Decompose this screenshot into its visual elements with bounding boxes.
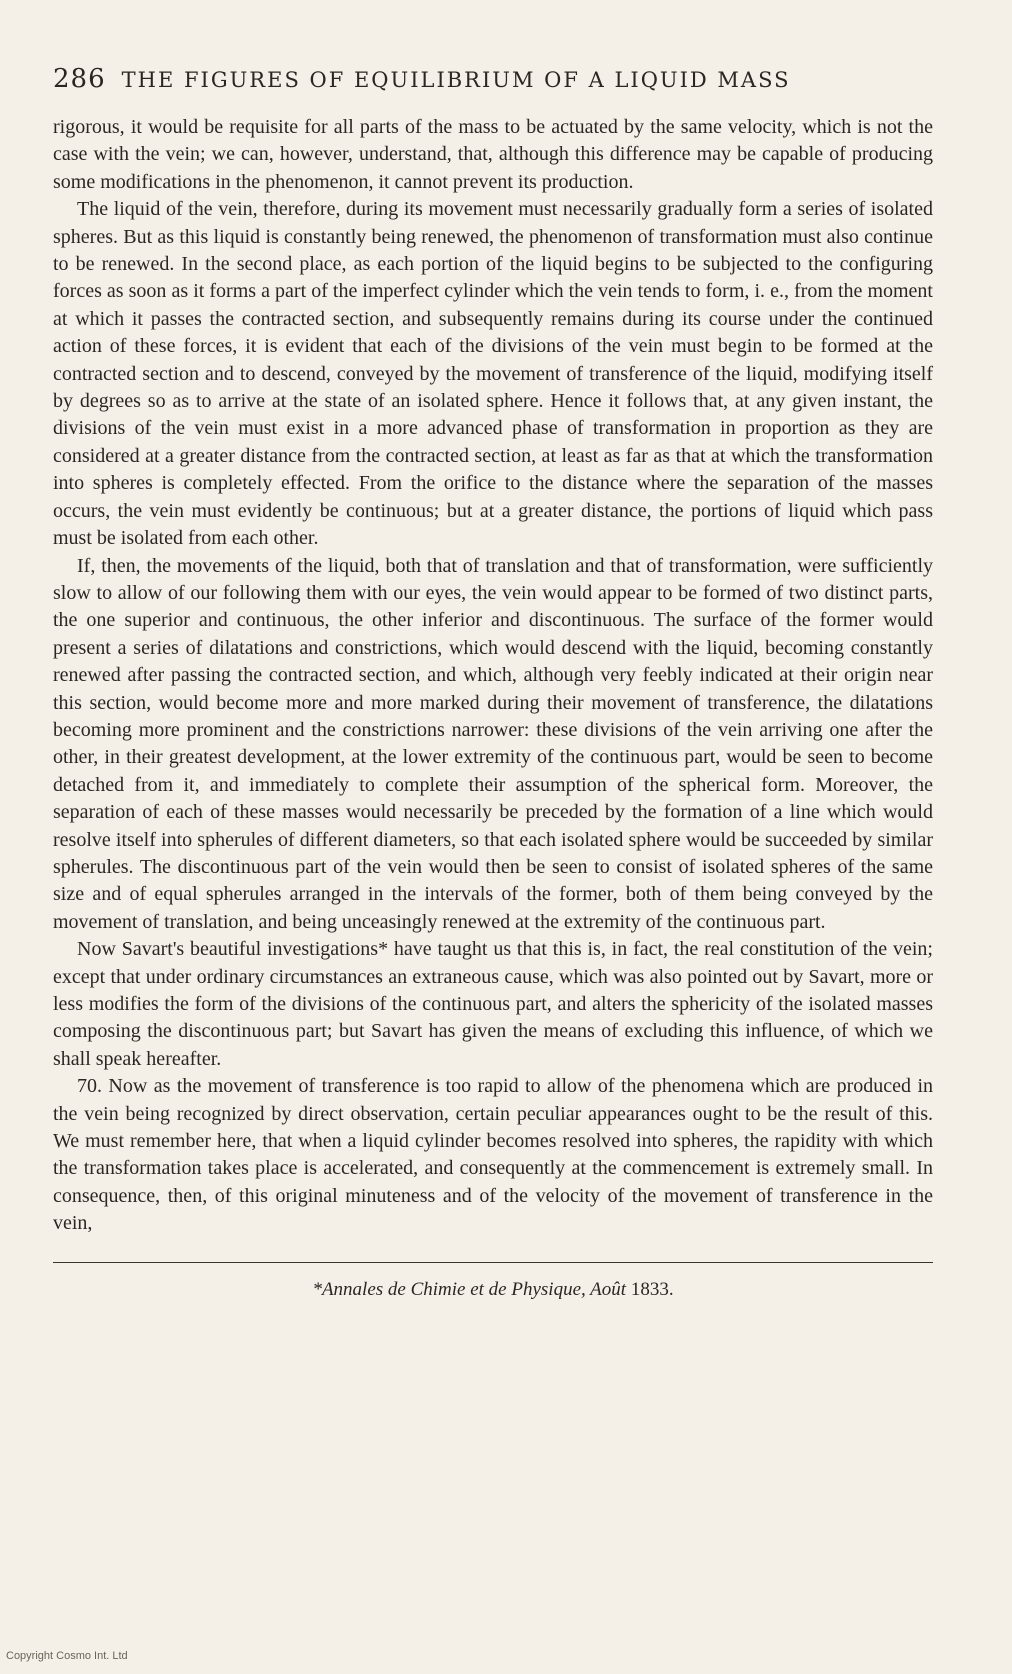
page-number: 286	[53, 64, 106, 94]
footnote-text: *Annales de Chimie et de Physique, Août	[312, 1278, 627, 1300]
footnote-year: 1833.	[630, 1278, 674, 1300]
body-text	[53, 114, 933, 1238]
running-title: THE FIGURES OF EQUILIBRIUM OF A LIQUID MASS	[121, 68, 791, 92]
book-page	[53, 64, 933, 1301]
paragraph: The liquid of the vein, therefore, during its movement must necessarily gradually form a series of isolated spheres. But as this liquid is constantly being renewed, the phenomenon of transformation must also continue to be renewed. In the second place, as each portion of the liquid begins to be subjected to the configuring forces as soon as it forms a part of the imperfect cylinder which the vein tends to form, i. e., from the moment at which it passes the contracted section, and subsequently remains during its course under the continued action of these forces, it is evident that each of the divisions of the vein must begin to be formed at the contracted section and to descend, conveyed by the movement of transference of the liquid, modifying itself by degrees so as to arrive at the state of an isolated sphere. Hence it follows that, at any given instant, the divisions of the vein must exist in a more advanced phase of transformation in proportion as they are considered at a greater distance from the contracted section, at least as far as that at which the transformation into spheres is completely effected. From the orifice to the distance where the separation of the masses occurs, the vein must evidently be continuous; but at a greater distance, the portions of liquid which pass must be isolated from each other.	[53, 198, 933, 550]
paragraph: 70. Now as the movement of transference is too rapid to allow of the phenomena which are produced in the vein being recognized by direct observation, certain peculiar appearances ought to be the result of this. We must remember here, that when a liquid cylinder becomes resolved into spheres, the rapidity with which the transformation takes place is accelerated, and consequently at the commencement is extremely small. In consequence, then, of this original minuteness and of the velocity of the movement of transference in the vein,	[53, 1075, 933, 1235]
footnote-divider	[53, 1262, 933, 1263]
paragraph: Now Savart's beautiful investigations* have taught us that this is, in fact, the real constitution of the vein; except that under ordinary circumstances an extraneous cause, which was also pointed out by Savart, more or less modifies the form of the divisions of the continuous part, and alters the sphericity of the isolated masses composing the discontinuous part; but Savart has given the means of excluding this influence, of which we shall speak hereafter.	[53, 938, 933, 1070]
copyright-watermark: Copyright Cosmo Int. Ltd	[6, 1650, 128, 1662]
page-header	[53, 64, 933, 94]
paragraph: rigorous, it would be requisite for all parts of the mass to be actuated by the same velocity, which is not the case with the vein; we can, however, understand, that, although this difference may be capable of producing some modifications in the phenomenon, it cannot prevent its production.	[53, 116, 933, 193]
paragraph: If, then, the movements of the liquid, both that of translation and that of transformation, were sufficiently slow to allow of our following them with our eyes, the vein would appear to be formed of two distinct parts, the one superior and continuous, the other inferior and discontinuous. The surface of the former would present a series of dilatations and constrictions, which would descend with the liquid, becoming constantly renewed after passing the contracted section, and which, although very feebly indicated at their origin near this section, would become more and more marked during their movement of transference, the dilatations becoming more prominent and the constrictions narrower: these divisions of the vein arriving one after the other, in their greatest development, at the lower extremity of the continuous part, would be seen to become detached from it, and immediately to complete their assumption of the spherical form. Moreover, the separation of each of these masses would necessarily be preceded by the formation of a line which would resolve itself into spherules of different diameters, so that each isolated sphere would be succeeded by similar spherules. The discontinuous part of the vein would then be seen to consist of isolated spheres of the same size and of equal spherules arranged in the intervals of the former, both of them being conveyed by the movement of translation, and being unceasingly renewed at the extremity of the continuous part.	[53, 554, 933, 933]
footnote	[53, 1279, 933, 1301]
